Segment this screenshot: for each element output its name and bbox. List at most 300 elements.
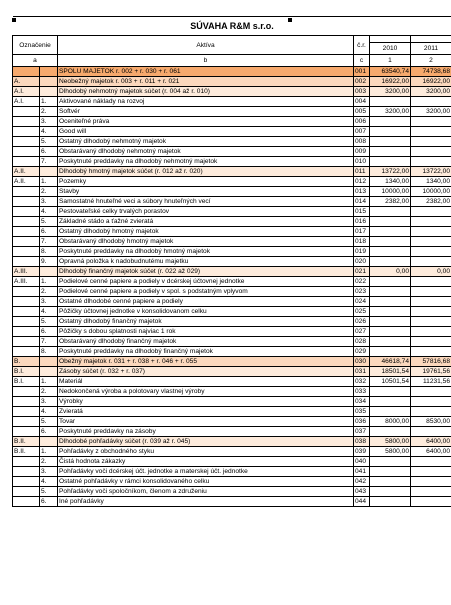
row-subcode: 3. (40, 397, 58, 407)
table-row (13, 437, 451, 447)
row-value-2010: 5800,00 (370, 447, 411, 457)
row-value-2010: 2382,00 (370, 197, 411, 207)
row-value-2011 (411, 287, 451, 297)
row-label: Pestovateľské celky trvalých porastov (58, 207, 354, 217)
table-row (13, 397, 451, 407)
row-value-2010: 16922,00 (370, 77, 411, 87)
row-number: 015 (354, 207, 370, 217)
row-value-2011 (411, 237, 451, 247)
header-row (13, 36, 451, 43)
row-value-2011: 0,00 (411, 267, 451, 277)
row-number: 010 (354, 157, 370, 167)
row-label: Ostatné dlhodobé cenné papiere a podiely (58, 297, 354, 307)
row-value-2011 (411, 157, 451, 167)
row-label: Ostatný dlhodobý nehmotný majetok (58, 137, 354, 147)
row-code (13, 497, 40, 507)
table-row (13, 237, 451, 247)
row-subcode: 1. (40, 277, 58, 287)
table-row (13, 137, 451, 147)
row-subcode: 6. (40, 327, 58, 337)
row-label: Stavby (58, 187, 354, 197)
row-number: 035 (354, 407, 370, 417)
table-row (13, 67, 451, 77)
row-value-2011: 13722,00 (411, 167, 451, 177)
row-value-2011: 8530,00 (411, 417, 451, 427)
row-label: Poskytnuté preddavky na dlhodobý finančný majetok (58, 347, 354, 357)
row-label: Ostatný dlhodobý finančný majetok (58, 317, 354, 327)
row-value-2010: 8000,00 (370, 417, 411, 427)
table-row (13, 177, 451, 187)
row-number: 043 (354, 487, 370, 497)
row-number: 026 (354, 317, 370, 327)
row-value-2010 (370, 467, 411, 477)
row-value-2011: 2382,00 (411, 197, 451, 207)
row-code (13, 67, 40, 77)
row-label: Samostatné hnuteľné veci a súbory hnuteľných vecí (58, 197, 354, 207)
row-number: 038 (354, 437, 370, 447)
row-code (13, 127, 40, 137)
row-value-2010 (370, 477, 411, 487)
row-value-2011 (411, 477, 451, 487)
row-subcode: 1. (40, 177, 58, 187)
row-code (13, 107, 40, 117)
row-number: 009 (354, 147, 370, 157)
row-value-2010: 1340,00 (370, 177, 411, 187)
row-code (13, 297, 40, 307)
row-value-2011: 6400,00 (411, 437, 451, 447)
row-value-2010 (370, 347, 411, 357)
document-title: SÚVAHA R&M s.r.o. (13, 17, 451, 36)
row-value-2010: 18501,54 (370, 367, 411, 377)
table-row (13, 317, 451, 327)
row-label: Pohľadávky voči spoločníkom, členom a združeniu (58, 487, 354, 497)
table-row (13, 387, 451, 397)
row-number: 032 (354, 377, 370, 387)
row-code (13, 327, 40, 337)
row-value-2011 (411, 217, 451, 227)
header-year-empty-1 (370, 36, 411, 43)
row-subcode: 7. (40, 157, 58, 167)
row-number: 011 (354, 167, 370, 177)
row-value-2011 (411, 307, 451, 317)
row-label: Pôžičky s dobou splatnosti najviac 1 rok (58, 327, 354, 337)
table-body (13, 67, 451, 507)
row-label: Ostatný dlhodobý hmotný majetok (58, 227, 354, 237)
row-code: A.I. (13, 97, 40, 107)
row-number: 031 (354, 367, 370, 377)
row-value-2010 (370, 407, 411, 417)
row-value-2011 (411, 337, 451, 347)
row-code (13, 217, 40, 227)
row-value-2011: 11231,56 (411, 377, 451, 387)
header-year-2011: 2011 (411, 43, 451, 55)
row-value-2010 (370, 157, 411, 167)
row-label: Obežný majetok r. 031 + r. 038 + r. 046 + r. 055 (58, 357, 354, 367)
table-row (13, 367, 451, 377)
row-value-2010 (370, 387, 411, 397)
row-value-2011 (411, 487, 451, 497)
table-row (13, 477, 451, 487)
row-subcode: 4. (40, 407, 58, 417)
row-value-2010 (370, 397, 411, 407)
row-code (13, 247, 40, 257)
row-code (13, 457, 40, 467)
row-number: 022 (354, 277, 370, 287)
row-label: Oceniteľné práva (58, 117, 354, 127)
row-number: 020 (354, 257, 370, 267)
row-value-2010: 10000,00 (370, 187, 411, 197)
row-label: Obstarávaný dlhodobý finančný majetok (58, 337, 354, 347)
row-subcode (40, 437, 58, 447)
row-value-2011 (411, 347, 451, 357)
row-subcode: 4. (40, 307, 58, 317)
table-row (13, 457, 451, 467)
row-number: 006 (354, 117, 370, 127)
row-number: 002 (354, 77, 370, 87)
row-subcode: 2. (40, 107, 58, 117)
table-row (13, 197, 451, 207)
row-subcode: 5. (40, 137, 58, 147)
row-value-2010: 13722,00 (370, 167, 411, 177)
table-row (13, 217, 451, 227)
row-value-2010 (370, 317, 411, 327)
row-subcode: 1. (40, 447, 58, 457)
row-subcode (40, 87, 58, 97)
row-number: 030 (354, 357, 370, 367)
row-code: A. (13, 77, 40, 87)
balance-sheet (12, 16, 451, 507)
row-label: Podielové cenné papiere a podiely v spol. s podstatným vplyvom (58, 287, 354, 297)
row-code (13, 187, 40, 197)
row-number: 028 (354, 337, 370, 347)
row-label: Pôžičky účtovnej jednotke v konsolidovanom celku (58, 307, 354, 317)
row-value-2011 (411, 497, 451, 507)
row-subcode: 8. (40, 347, 58, 357)
row-value-2010 (370, 337, 411, 347)
row-number: 044 (354, 497, 370, 507)
table-row (13, 467, 451, 477)
row-value-2010 (370, 97, 411, 107)
table-row (13, 227, 451, 237)
row-value-2011: 6400,00 (411, 447, 451, 457)
row-value-2010 (370, 487, 411, 497)
header-aktiva: Aktíva (58, 36, 354, 55)
row-label: Tovar (58, 417, 354, 427)
row-value-2010 (370, 427, 411, 437)
row-value-2010 (370, 287, 411, 297)
row-value-2011: 10000,00 (411, 187, 451, 197)
row-number: 008 (354, 137, 370, 147)
row-value-2010 (370, 307, 411, 317)
row-code: A.III. (13, 267, 40, 277)
row-value-2010 (370, 127, 411, 137)
row-label: Poskytnuté preddavky na dlhodobý hmotný majetok (58, 247, 354, 257)
row-subcode: 6. (40, 427, 58, 437)
row-label: Dlhodobý nehmotný majetok súčet (r. 004 až r. 010) (58, 87, 354, 97)
row-label: Materiál (58, 377, 354, 387)
table-row (13, 147, 451, 157)
row-subcode: 3. (40, 297, 58, 307)
row-value-2010 (370, 247, 411, 257)
row-code (13, 397, 40, 407)
row-label: Softvér (58, 107, 354, 117)
table-row (13, 127, 451, 137)
row-label: Dlhodobé pohľadávky súčet (r. 039 až r. 045) (58, 437, 354, 447)
row-number: 014 (354, 197, 370, 207)
row-subcode: 6. (40, 147, 58, 157)
row-subcode: 6. (40, 227, 58, 237)
table-row (13, 447, 451, 457)
table-row (13, 117, 451, 127)
row-label: Dlhodobý finančný majetok súčet (r. 022 až 029) (58, 267, 354, 277)
row-label: Good will (58, 127, 354, 137)
row-value-2010 (370, 257, 411, 267)
row-subcode: 6. (40, 497, 58, 507)
row-subcode: 8. (40, 247, 58, 257)
row-label: Neobežný majetok r. 003 + r. 011 + r. 021 (58, 77, 354, 87)
row-code (13, 477, 40, 487)
row-subcode: 5. (40, 217, 58, 227)
row-subcode: 4. (40, 477, 58, 487)
table-row (13, 307, 451, 317)
row-value-2010: 3200,00 (370, 87, 411, 97)
row-number: 041 (354, 467, 370, 477)
row-value-2011: 57816,68 (411, 357, 451, 367)
row-value-2010 (370, 457, 411, 467)
row-subcode (40, 367, 58, 377)
row-code (13, 467, 40, 477)
row-label: Obstarávaný dlhodobý hmotný majetok (58, 237, 354, 247)
row-number: 025 (354, 307, 370, 317)
row-number: 016 (354, 217, 370, 227)
subheader-2: 2 (411, 55, 451, 67)
row-subcode (40, 167, 58, 177)
row-subcode: 7. (40, 237, 58, 247)
row-subcode: 5. (40, 317, 58, 327)
table-row (13, 497, 451, 507)
row-label: Ostatné pohľadávky v rámci konsolidovaného celku (58, 477, 354, 487)
row-value-2010 (370, 207, 411, 217)
row-code: A.II. (13, 177, 40, 187)
row-label: Podielové cenné papiere a podiely v dcérskej účtovnej jednotke (58, 277, 354, 287)
row-value-2010: 5800,00 (370, 437, 411, 447)
table-row (13, 407, 451, 417)
row-number: 042 (354, 477, 370, 487)
row-value-2011: 16922,00 (411, 77, 451, 87)
subheader-c: c (354, 55, 370, 67)
row-number: 004 (354, 97, 370, 107)
table-row (13, 327, 451, 337)
row-subcode: 1. (40, 97, 58, 107)
table-row (13, 167, 451, 177)
row-number: 021 (354, 267, 370, 277)
row-value-2010: 63540,74 (370, 67, 411, 77)
row-subcode: 3. (40, 197, 58, 207)
row-value-2011 (411, 227, 451, 237)
row-number: 034 (354, 397, 370, 407)
row-label: Nedokončená výroba a polotovary vlastnej výroby (58, 387, 354, 397)
row-value-2011 (411, 407, 451, 417)
subheader-row (13, 55, 451, 67)
row-label: Aktivované náklady na rozvoj (58, 97, 354, 107)
row-number: 027 (354, 327, 370, 337)
row-subcode: 2. (40, 287, 58, 297)
table-row (13, 487, 451, 497)
header-year-empty-2 (411, 36, 451, 43)
header-oznacenie: Označenie (13, 36, 58, 55)
row-subcode (40, 77, 58, 87)
row-code: B.I. (13, 377, 40, 387)
row-label: Zásoby súčet (r. 032 + r. 037) (58, 367, 354, 377)
row-number: 018 (354, 237, 370, 247)
row-subcode: 1. (40, 377, 58, 387)
row-code (13, 317, 40, 327)
table-row (13, 247, 451, 257)
row-subcode: 5. (40, 417, 58, 427)
row-value-2010: 3200,00 (370, 107, 411, 117)
row-value-2010: 46618,74 (370, 357, 411, 367)
row-number: 037 (354, 427, 370, 437)
row-subcode: 4. (40, 127, 58, 137)
row-code (13, 337, 40, 347)
row-subcode: 9. (40, 257, 58, 267)
subheader-1: 1 (370, 55, 411, 67)
table-row (13, 157, 451, 167)
row-value-2011: 3200,00 (411, 107, 451, 117)
row-value-2011 (411, 97, 451, 107)
row-value-2011 (411, 397, 451, 407)
row-subcode: 2. (40, 457, 58, 467)
row-number: 029 (354, 347, 370, 357)
table-row (13, 357, 451, 367)
row-subcode: 2. (40, 387, 58, 397)
row-number: 005 (354, 107, 370, 117)
table-row (13, 267, 451, 277)
row-number: 007 (354, 127, 370, 137)
row-value-2010 (370, 137, 411, 147)
row-value-2010 (370, 117, 411, 127)
row-value-2011 (411, 327, 451, 337)
row-code: B. (13, 357, 40, 367)
row-code (13, 287, 40, 297)
row-label: Poskytnuté preddavky na zásoby (58, 427, 354, 437)
row-number: 024 (354, 297, 370, 307)
row-value-2011 (411, 207, 451, 217)
row-value-2010: 10501,54 (370, 377, 411, 387)
row-code (13, 237, 40, 247)
table-row (13, 97, 451, 107)
row-code (13, 207, 40, 217)
row-value-2011 (411, 297, 451, 307)
row-number: 012 (354, 177, 370, 187)
row-number: 019 (354, 247, 370, 257)
table-row (13, 277, 451, 287)
row-value-2011 (411, 137, 451, 147)
table-row (13, 187, 451, 197)
table-row (13, 297, 451, 307)
table-row (13, 77, 451, 87)
table-row (13, 107, 451, 117)
table-row (13, 87, 451, 97)
row-value-2010 (370, 297, 411, 307)
row-label: Čistá hodnota zákazky (58, 457, 354, 467)
table-row (13, 337, 451, 347)
row-code (13, 427, 40, 437)
row-label: Výrobky (58, 397, 354, 407)
row-code: A.II. (13, 167, 40, 177)
row-label: Pozemky (58, 177, 354, 187)
row-value-2010 (370, 147, 411, 157)
row-number: 013 (354, 187, 370, 197)
row-subcode: 3. (40, 117, 58, 127)
row-code (13, 117, 40, 127)
table-row (13, 207, 451, 217)
row-code (13, 137, 40, 147)
row-code: B.II. (13, 447, 40, 457)
balance-table (12, 16, 451, 507)
row-value-2010 (370, 217, 411, 227)
row-subcode: 3. (40, 467, 58, 477)
row-code (13, 347, 40, 357)
row-value-2011 (411, 427, 451, 437)
table-row (13, 427, 451, 437)
row-label: Poskytnuté preddavky na dlhodobý nehmotný majetok (58, 157, 354, 167)
row-code (13, 157, 40, 167)
row-subcode: 4. (40, 207, 58, 217)
row-label: Zvieratá (58, 407, 354, 417)
row-number: 003 (354, 87, 370, 97)
row-value-2011 (411, 117, 451, 127)
table-row (13, 347, 451, 357)
row-code (13, 407, 40, 417)
table-row (13, 417, 451, 427)
row-value-2011 (411, 317, 451, 327)
row-value-2011 (411, 147, 451, 157)
row-label: Dlhodobý hmotný majetok súčet (r. 012 až r. 020) (58, 167, 354, 177)
row-value-2011 (411, 467, 451, 477)
row-value-2010 (370, 277, 411, 287)
row-number: 001 (354, 67, 370, 77)
row-code (13, 487, 40, 497)
row-subcode: 5. (40, 487, 58, 497)
subheader-a: a (13, 55, 58, 67)
row-code (13, 257, 40, 267)
row-value-2010: 0,00 (370, 267, 411, 277)
row-value-2011 (411, 247, 451, 257)
row-value-2011 (411, 277, 451, 287)
row-subcode: 2. (40, 187, 58, 197)
header-year-2010: 2010 (370, 43, 411, 55)
row-subcode (40, 267, 58, 277)
row-value-2011: 1340,00 (411, 177, 451, 187)
row-value-2011: 74738,68 (411, 67, 451, 77)
row-number: 040 (354, 457, 370, 467)
row-subcode: 7. (40, 337, 58, 347)
table-row (13, 377, 451, 387)
row-subcode (40, 357, 58, 367)
header-cr: č.r. (354, 36, 370, 55)
row-label: Základné stádo a ťažné zvieratá (58, 217, 354, 227)
row-code: A.III. (13, 277, 40, 287)
row-code: A.I. (13, 87, 40, 97)
table-row (13, 287, 451, 297)
row-label: Obstarávaný dlhodobý nehmotný majetok (58, 147, 354, 157)
row-code (13, 307, 40, 317)
row-value-2010 (370, 327, 411, 337)
row-value-2011: 19761,56 (411, 367, 451, 377)
title-row (13, 17, 451, 36)
row-code (13, 197, 40, 207)
